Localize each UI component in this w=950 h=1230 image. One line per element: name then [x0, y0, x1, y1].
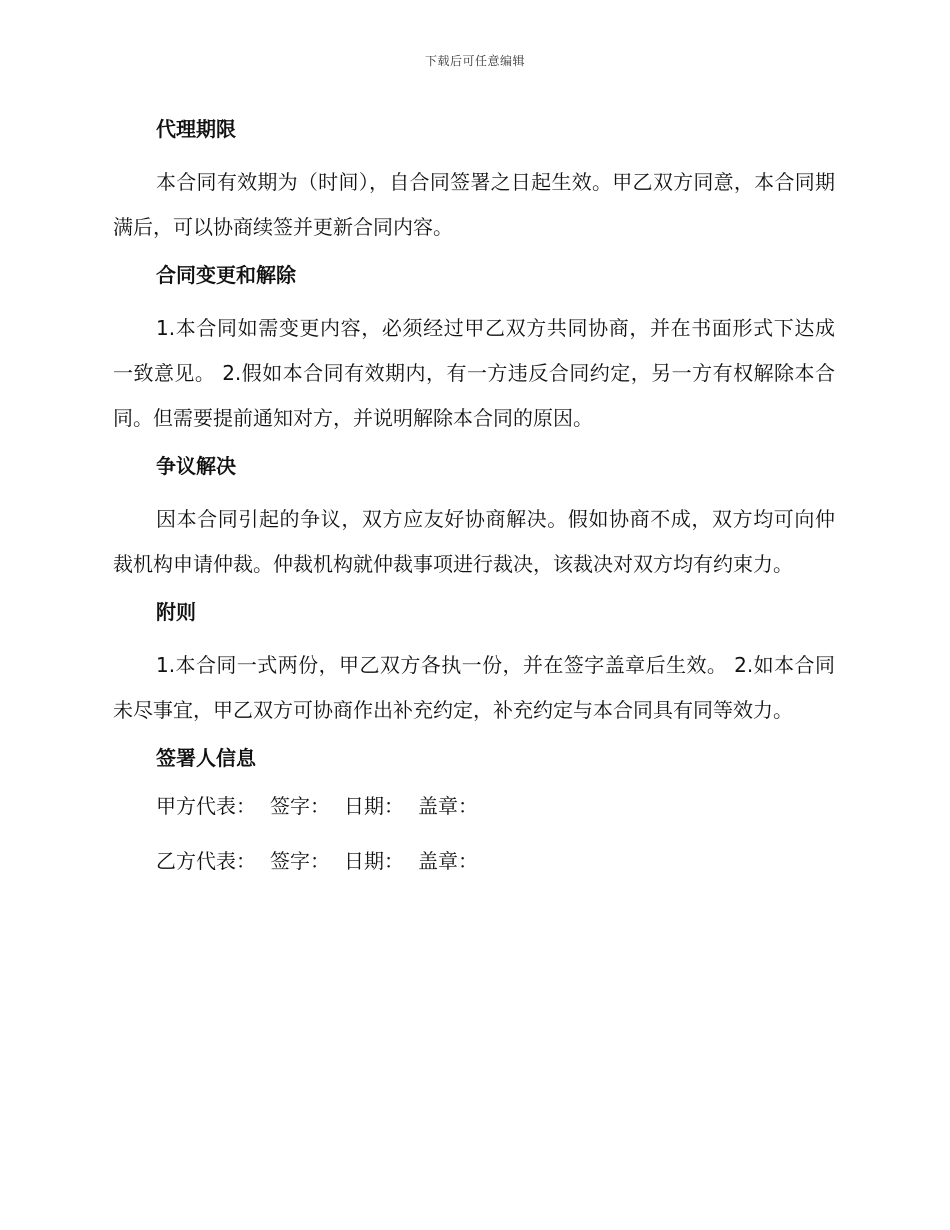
- section-change-termination: [113, 258, 835, 441]
- section-paragraph: 1.本合同如需变更内容，必须经过甲乙双方共同协商，并在书面形式下达成一致意见。 2.假如本合同有效期内，有一方违反合同约定，另一方有权解除本合同。但需要提前通知对方，并说明解除本合同的原因。: [113, 316, 835, 430]
- party-b-seal-label: 盖章：: [418, 849, 478, 873]
- section-heading: 合同变更和解除: [156, 263, 296, 287]
- document-body: [113, 112, 835, 899]
- section-heading: 代理期限: [156, 117, 236, 141]
- party-a-date-label: 日期：: [344, 794, 404, 818]
- signature-line-party-a: [113, 789, 835, 823]
- section-paragraph: 本合同有效期为（时间），自合同签署之日起生效。甲乙双方同意，本合同期满后，可以协商续签并更新合同内容。: [113, 170, 835, 239]
- section-agency-term: [113, 112, 835, 250]
- section-heading: 签署人信息: [156, 746, 256, 770]
- party-a-seal-label: 盖章：: [418, 794, 478, 818]
- section-supplementary: [113, 595, 835, 733]
- page-header: 下载后可任意编辑: [424, 54, 525, 68]
- section-heading: 争议解决: [156, 454, 236, 478]
- section-paragraph: 因本合同引起的争议，双方应友好协商解决。假如协商不成，双方均可向仲裁机构申请仲裁。仲裁机构就仲裁事项进行裁决，该裁决对双方均有约束力。: [113, 507, 835, 576]
- section-heading: 附则: [156, 600, 196, 624]
- section-dispute-resolution: [113, 449, 835, 587]
- section-signatures: [113, 741, 835, 878]
- party-a-label: 甲方代表：: [156, 794, 256, 818]
- section-paragraph: 1.本合同一式两份，甲乙双方各执一份，并在签字盖章后生效。 2.如本合同未尽事宜，甲乙双方可协商作出补充约定，补充约定与本合同具有同等效力。: [113, 653, 835, 722]
- party-b-date-label: 日期：: [344, 849, 404, 873]
- party-a-sign-label: 签字：: [270, 794, 330, 818]
- party-b-sign-label: 签字：: [270, 849, 330, 873]
- signature-line-party-b: [113, 844, 835, 878]
- party-b-label: 乙方代表：: [156, 849, 256, 873]
